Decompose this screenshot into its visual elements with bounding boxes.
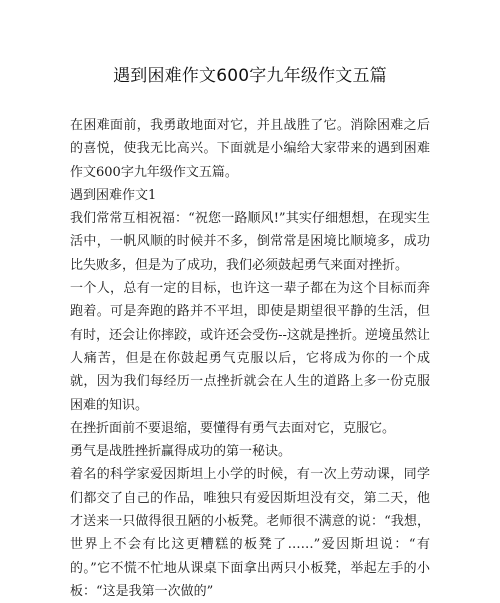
article-title: 遇到困难作文600字九年级作文五篇	[113, 66, 387, 86]
body-paragraph: 勇气是战胜挫折赢得成功的第一秘诀。	[70, 444, 292, 460]
intro-paragraph: 在困难面前，我勇敢地面对它，并且战胜了它。消除困难之后的喜悦，使我无比高兴。下面就是小编给大家带来的遇到困难作文600字九年级作文五篇。	[70, 118, 430, 180]
article-body	[70, 114, 430, 603]
section-heading: 遇到困难作文1	[70, 187, 157, 203]
body-paragraph: 在挫折面前不要退缩，要懂得有勇气去面对它，克服它。	[70, 420, 396, 436]
body-paragraph: 我们常常互相祝福：“祝您一路顺风!”其实仔细想想，在现实生活中，一帆风顺的时候并不多，倒常常是困境比顺境多，成功比失败多，但是为了成功，我们必须鼓起勇气来面对挫折。	[70, 211, 430, 273]
body-paragraph: 着名的科学家爱因斯坦上小学的时候，有一次上劳动课，同学们都交了自己的作品，唯独只有爱因斯坦没有交，第二天，他才送来一只做得很丑陋的小板凳。老师很不满意的说：“我想，世界上不会有比这更糟糕的板凳了……”爱因斯坦说：“有的。”它不慌不忙地从课桌下面拿出两只小板凳，举起左手的小板：“这是我第一次做的”	[70, 467, 430, 599]
body-paragraph: 一个人，总有一定的目标，也许这一辈子都在为这个目标而奔跑着。可是奔跑的路并不平坦，即使是期望很平静的生活，但有时，还会让你摔跤，或许还会受伤--这就是挫折。逆境虽然让人痛苦，但是在你鼓起勇气克服以后，它将成为你的一个成就，因为我们每经历一点挫折就会在人生的道路上多一份克服困难的知识。	[70, 281, 430, 413]
